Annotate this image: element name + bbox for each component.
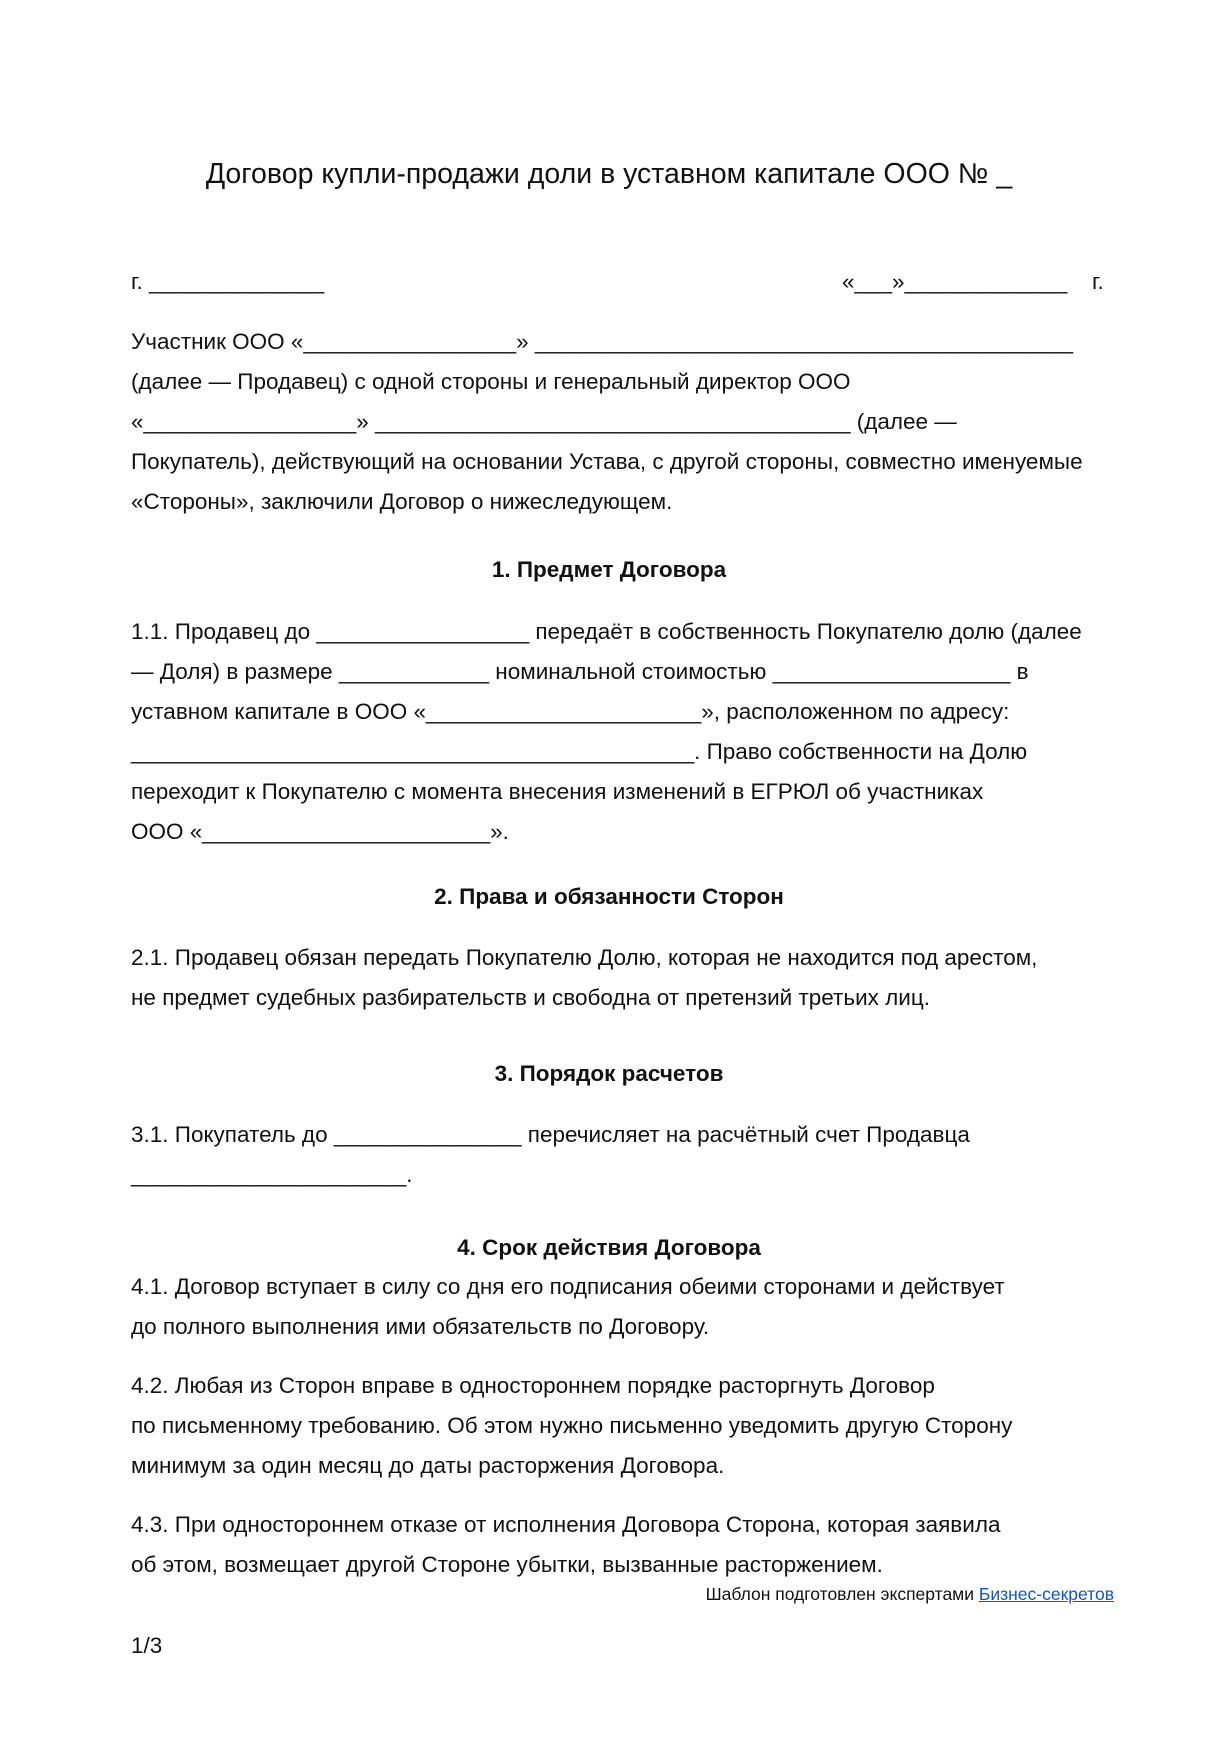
clause-line: 3.1. Покупатель до _______________ перечисляет на расчётный счет Продавца (131, 1122, 970, 1147)
page-number: 1/3 (131, 1633, 163, 1658)
clause-line: уставном капитале в ООО «______________________», расположенном по адресу: (131, 699, 1010, 724)
clause-line: 4.2. Любая из Сторон вправе в одностороннем порядке расторгнуть Договор (131, 1373, 935, 1398)
section-heading-1: 1. Предмет Договора (491, 557, 727, 582)
template-credit-text: Шаблон подготовлен экспертами (705, 1584, 974, 1604)
clause-line: переходит к Покупателю с момента внесения изменений в ЕГРЮЛ об участниках (131, 779, 984, 804)
clause-3-1 (131, 1115, 1111, 1195)
clause-1-1 (131, 612, 1111, 852)
clause-4-3 (131, 1505, 1111, 1585)
clause-2-1 (131, 938, 1111, 1018)
clause-line: до полного выполнения ими обязательств по Договору. (131, 1314, 710, 1339)
section-heading-3: 3. Порядок расчетов (494, 1061, 724, 1086)
clause-line: ООО «_______________________». (131, 819, 509, 844)
clause-line: об этом, возмещает другой Стороне убытки, вызванные расторжением. (131, 1552, 883, 1577)
clause-line: минимум за один месяц до даты расторжения Договора. (131, 1453, 725, 1478)
clause-line: — Доля) в размере ____________ номинальной стоимостью ___________________ в (131, 659, 1029, 684)
clause-line: _____________________________________________. Право собственности на Долю (131, 739, 1028, 764)
preamble-line: (далее — Продавец) с одной стороны и генеральный директор ООО (131, 369, 851, 394)
clause-4-1 (131, 1267, 1111, 1347)
clause-line: по письменному требованию. Об этом нужно письменно уведомить другую Сторону (131, 1413, 1013, 1438)
date-field: «___»_____________ (842, 269, 1068, 294)
preamble-line: «_________________» ______________________________________ (далее — (131, 409, 957, 434)
clause-line: не предмет судебных разбирательств и свободна от претензий третьих лиц. (131, 985, 930, 1010)
business-secrets-link[interactable]: Бизнес-секретов (978, 1584, 1114, 1604)
template-credit (706, 1582, 1114, 1606)
section-heading-2: 2. Права и обязанности Сторон (434, 884, 784, 909)
preamble-line: Участник ООО «_________________» ___________________________________________ (131, 329, 1074, 354)
clause-line: 4.1. Договор вступает в силу со дня его подписания обеими сторонами и действует (131, 1274, 1005, 1299)
city-field: г. ______________ (131, 269, 325, 294)
clause-line: 4.3. При одностороннем отказе от исполнения Договора Сторона, которая заявила (131, 1512, 1001, 1537)
clause-line: 1.1. Продавец до _________________ передаёт в собственность Покупателю долю (далее (131, 619, 1082, 644)
preamble-paragraph (131, 322, 1111, 522)
clause-line: 2.1. Продавец обязан передать Покупателю Долю, которая не находится под арестом, (131, 945, 1038, 970)
clause-4-2 (131, 1366, 1111, 1486)
clause-line: ______________________. (131, 1162, 413, 1187)
preamble-line: «Стороны», заключили Договор о нижеследующем. (131, 489, 673, 514)
document-title: Договор купли-продажи доли в уставном капитале ООО № _ (205, 158, 1013, 190)
section-heading-4: 4. Срок действия Договора (457, 1235, 761, 1260)
preamble-line: Покупатель), действующий на основании Устава, с другой стороны, совместно именуемые (131, 449, 1083, 474)
date-year-label: г. (1092, 269, 1104, 294)
